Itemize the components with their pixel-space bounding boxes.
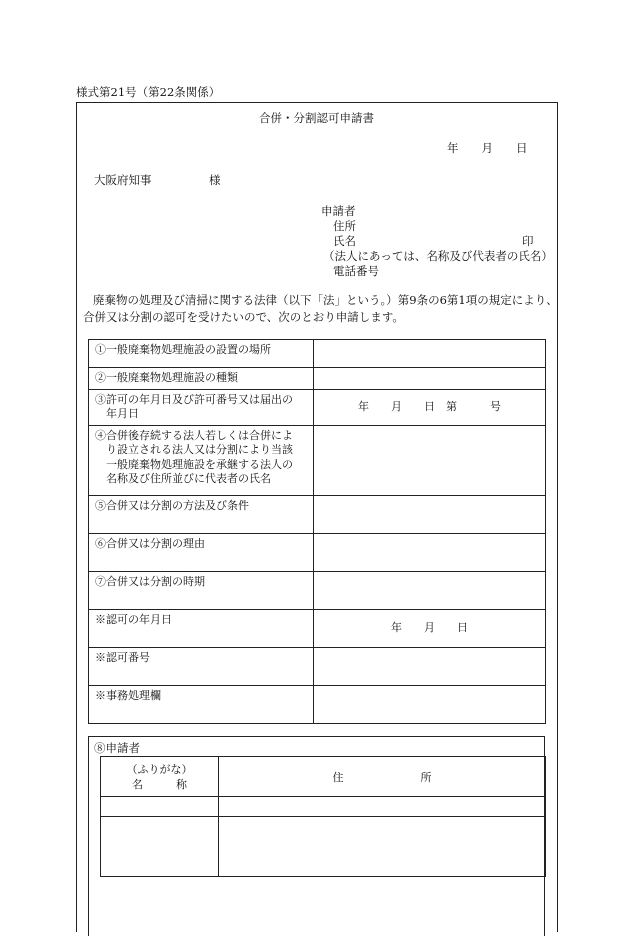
- form-title: 合併・分割認可申請書: [259, 111, 374, 125]
- row-label: ⑦合併又は分割の時期: [89, 571, 314, 609]
- addressee: 大阪府知事 様: [94, 173, 221, 187]
- row-value[interactable]: [314, 571, 546, 609]
- table-row: [101, 817, 546, 877]
- row-value[interactable]: [314, 495, 546, 533]
- table-row: [89, 495, 546, 533]
- row-label-line: ③許可の年月日及び許可番号又は届出の: [95, 392, 293, 406]
- table-row: [101, 797, 546, 817]
- row-value[interactable]: [314, 368, 546, 390]
- row-label: ⑤合併又は分割の方法及び条件: [89, 495, 314, 533]
- table-row: [89, 685, 546, 723]
- applicant-heading: 申請者: [321, 204, 356, 218]
- applicant-list-table: [100, 756, 546, 877]
- intro-text-line1: 廃棄物の処理及び清掃に関する法律（以下「法」という。）第9条の6第1項の規定により、: [93, 293, 558, 307]
- applicant-address-cell[interactable]: [219, 797, 546, 817]
- table-row: [89, 533, 546, 571]
- furigana-label: （ふりがな）: [126, 762, 193, 776]
- row-label: [89, 425, 314, 495]
- table-row: [89, 368, 546, 390]
- row-value[interactable]: [314, 647, 546, 685]
- row-label-line: り設立される法人又は分割により当該: [106, 443, 293, 456]
- name-column-header: [101, 757, 219, 797]
- name-label: 名 称: [132, 777, 187, 791]
- row-label-line: 名称及び住所並びに代表者の氏名: [106, 472, 271, 485]
- table-row: [89, 647, 546, 685]
- table-row: [89, 389, 546, 425]
- address-column-header: 住 所: [219, 757, 546, 797]
- applicant-name-cell[interactable]: [101, 817, 219, 877]
- row-value[interactable]: [314, 533, 546, 571]
- application-table: [88, 339, 546, 724]
- row-label: [89, 389, 314, 425]
- table-row: [89, 425, 546, 495]
- approval-date-field[interactable]: 年 月 日: [314, 609, 546, 647]
- row-label: ※事務処理欄: [89, 685, 314, 723]
- row-label-line: 一般廃棄物処理施設を承継する法人の: [106, 457, 293, 471]
- row-value[interactable]: [314, 685, 546, 723]
- seal-mark: 印: [522, 234, 534, 248]
- form-number: 様式第21号（第22条関係）: [76, 85, 221, 99]
- applicant-section-heading: ⑧申請者: [94, 741, 140, 755]
- applicant-name-label: 氏名: [333, 234, 356, 248]
- row-value[interactable]: [314, 425, 546, 495]
- table-row: [89, 609, 546, 647]
- table-row: [89, 340, 546, 368]
- row-label-line: ④合併後存続する法人若しくは合併によ: [95, 428, 293, 442]
- row-value[interactable]: [314, 340, 546, 368]
- table-row: [89, 571, 546, 609]
- row-label-line: 年月日: [106, 407, 139, 420]
- row-label: ②一般廃棄物処理施設の種類: [89, 368, 314, 390]
- intro-text-line2: 合併又は分割の認可を受けたいので、次のとおり申請します。: [83, 310, 404, 324]
- row-label: ⑥合併又は分割の理由: [89, 533, 314, 571]
- applicant-address-cell[interactable]: [219, 817, 546, 877]
- applicant-phone-label: 電話番号: [333, 264, 379, 278]
- permit-date-number-field[interactable]: 年 月 日 第 号: [314, 389, 546, 425]
- applicant-address-label: 住所: [333, 219, 356, 233]
- table-header-row: [101, 757, 546, 797]
- row-label: ①一般廃棄物処理施設の設置の場所: [89, 340, 314, 368]
- row-label: ※認可番号: [89, 647, 314, 685]
- applicant-note: （法人にあっては、名称及び代表者の氏名）: [323, 249, 553, 263]
- date-line[interactable]: 年 月 日: [447, 141, 528, 155]
- row-label: ※認可の年月日: [89, 609, 314, 647]
- applicant-name-cell[interactable]: [101, 797, 219, 817]
